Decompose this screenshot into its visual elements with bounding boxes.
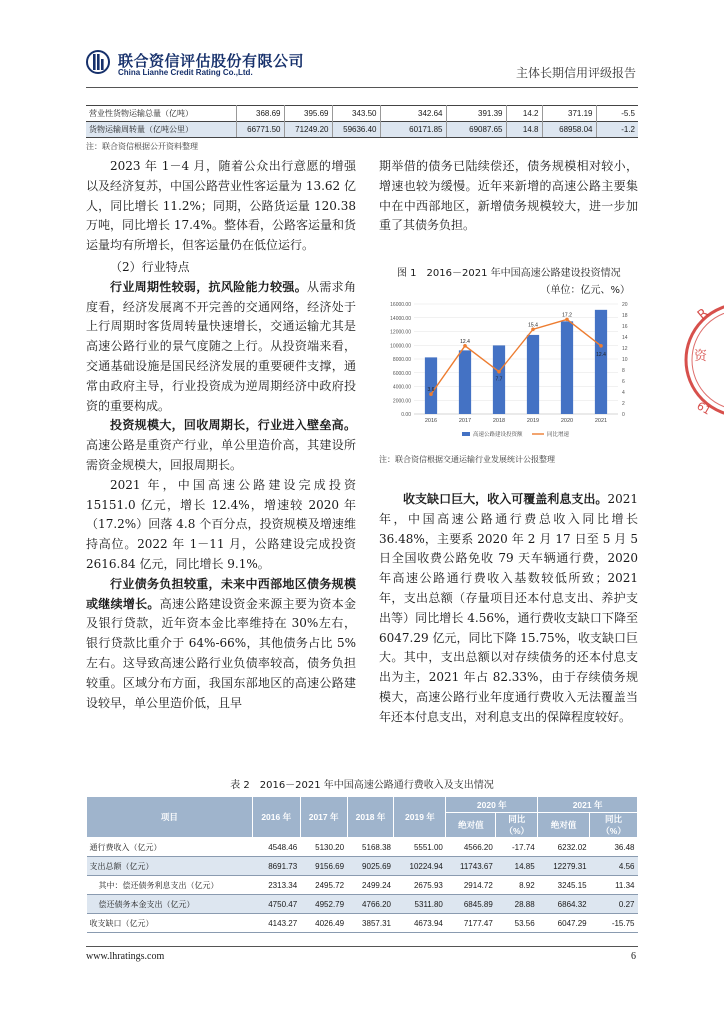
table-cell: -1.2 <box>596 122 638 138</box>
data-label: 17.2 <box>562 312 572 319</box>
table-cell: 2499.24 <box>347 876 394 895</box>
row-label: 偿还债务本金支出（亿元） <box>87 895 253 914</box>
table-cell: -17.74 <box>496 838 538 857</box>
row-label: 营业性货物运输总量（亿吨） <box>86 106 236 122</box>
figure-caption: 图 1 2016－2021 年中国高速公路建设投资情况 <box>397 268 621 279</box>
legend-bar-swatch <box>462 432 470 436</box>
table-cell: 343.50 <box>332 106 380 122</box>
table-cell: 68958.04 <box>542 122 596 138</box>
investment-chart <box>374 296 640 446</box>
table-cell: 2313.34 <box>252 876 300 895</box>
table-header-year: 2017 年 <box>300 797 347 838</box>
table-cell: 6864.32 <box>538 895 590 914</box>
y-left-tick-label: 12000.00 <box>390 329 411 336</box>
figure-note: 注：联合资信根据交通运输行业发展统计公报整理 <box>379 455 555 464</box>
table-cell: 14.8 <box>506 122 542 138</box>
x-tick-label: 2021 <box>594 418 608 424</box>
table-cell: 4548.46 <box>252 838 300 857</box>
page-number: 6 <box>631 951 636 962</box>
right-column-top <box>379 157 638 236</box>
x-tick-label: 2018 <box>492 418 506 424</box>
table-cell: 8691.73 <box>252 857 300 876</box>
growth-line <box>431 319 601 394</box>
table-cell: -5.5 <box>596 106 638 122</box>
footer-url: www.lhratings.com <box>86 951 165 962</box>
company-logo-icon <box>86 50 114 74</box>
data-label: 7.7 <box>495 376 503 383</box>
bold-lead: 行业债务负担较重，未来中西部地区债务规模或继续增长。 <box>86 576 356 611</box>
table-row <box>87 857 638 876</box>
row-label: 其中：偿还债务利息支出（亿元） <box>87 876 253 895</box>
table-row <box>87 876 638 895</box>
y-left-tick-label: 6000.00 <box>392 370 411 377</box>
table-cell: 5551.00 <box>394 838 446 857</box>
table-cell: 7177.47 <box>446 914 496 933</box>
y-right-tick-label: 18 <box>622 313 628 319</box>
paragraph: 行业债务负担较重，未来中西部地区债务规模或继续增长。高速公路建设资金来源主要为资本金及银行贷款，近年资本金比率维持在 30%左右，银行贷款比重介于 64%-66%，其他债务占比 5%左右。这导致高速公路行业负债率较高，债务负担较重。区域分布方面，我国东部地区的高速公路建设较早，单公里造价低，且早 <box>86 576 356 710</box>
table-cell: 59636.40 <box>332 122 380 138</box>
header-divider <box>86 87 638 88</box>
paragraph: 期举借的债务已陆续偿还，债务规模相对较小，增速也较为缓慢。近年来新增的高速公路主要集中在中西部地区，新增债务规模较大，进一步加重了其债务负担。 <box>379 159 638 233</box>
y-right-tick-label: 0 <box>622 412 625 418</box>
table-header-year: 2021 年 <box>538 797 638 813</box>
table2-caption: 表 2 2016－2021 年中国高速公路通行费收入及支出情况 <box>230 780 494 791</box>
y-left-tick-label: 2000.00 <box>392 398 411 405</box>
table-cell: 342.64 <box>380 106 446 122</box>
row-label: 通行费收入（亿元） <box>87 838 253 857</box>
table-cell: 12279.31 <box>538 857 590 876</box>
y-right-tick-label: 8 <box>622 368 625 374</box>
table-cell: 3245.15 <box>538 876 590 895</box>
table-cell: 14.85 <box>496 857 538 876</box>
table-cell: 14.2 <box>506 106 542 122</box>
y-right-tick-label: 10 <box>622 357 628 363</box>
y-left-tick-label: 14000.00 <box>390 315 411 322</box>
table-cell: 28.88 <box>496 895 538 914</box>
top-table-note: 注：联合资信根据公开资料整理 <box>86 142 198 151</box>
table-cell: 60171.85 <box>380 122 446 138</box>
table-cell: 5311.80 <box>394 895 446 914</box>
y-left-tick-label: 8000.00 <box>392 357 411 363</box>
table-cell: 6047.29 <box>538 914 590 933</box>
right-column-bottom <box>379 490 638 728</box>
y-right-tick-label: 12 <box>622 346 628 352</box>
table-header-year: 2016 年 <box>252 797 300 838</box>
table-cell: 3857.31 <box>347 914 394 933</box>
growth-point-2018 <box>497 370 501 374</box>
table-cell: 2495.72 <box>300 876 347 895</box>
table-cell: 10224.94 <box>394 857 446 876</box>
data-label: 12.4 <box>596 351 606 358</box>
table-header-year: 2018 年 <box>347 797 394 838</box>
table-row <box>86 106 638 122</box>
paragraph: 2023 年 1－4 月，随着公众出行意愿的增强以及经济复苏，中国公路营业性客运量为 13.62 亿人，同比增长 11.2%；同期，公路货运量 120.38 万吨，同比增长 17.4%。整体看，公路客运量和货运量均有所增长，但客运量仍在低位运行。 <box>86 159 356 253</box>
report-title: 主体长期信用评级报告 <box>515 66 636 80</box>
company-name-cn: 联合资信评估股份有限公司 <box>118 52 305 70</box>
table-header-year: 2020 年 <box>446 797 538 813</box>
footer-divider <box>86 946 638 947</box>
table-row <box>87 838 638 857</box>
table-cell: 6845.89 <box>446 895 496 914</box>
table-cell: 2675.93 <box>394 876 446 895</box>
bar-2017 <box>459 350 471 414</box>
y-right-tick-label: 14 <box>622 335 628 341</box>
y-right-tick-label: 2 <box>622 401 625 407</box>
table-header-item: 项目 <box>87 797 253 838</box>
table-cell: 53.56 <box>496 914 538 933</box>
table-row <box>86 122 638 138</box>
table-cell: 395.69 <box>284 106 332 122</box>
bar-2019 <box>527 335 539 414</box>
table-cell: 2914.72 <box>446 876 496 895</box>
paragraph: 投资规模大，回收周期长，行业进入壁垒高。高速公路是重资产行业，单公里造价高，其建设所需资金规模大，回报周期长。 <box>86 418 356 472</box>
table-cell: 36.48 <box>590 838 638 857</box>
table2 <box>86 796 638 933</box>
y-left-tick-label: 16000.00 <box>390 302 411 308</box>
paragraph: 2021 年，中国高速公路建设完成投资 15151.0 亿元，增长 12.4%，增速较 2020 年（17.2%）回落 4.8 个百分点，投资规模及增速维持高位。2022 年 1－11 月，公路建设完成投资 2616.84 亿元，同比增长 9.1%。 <box>86 477 356 571</box>
y-right-tick-label: 16 <box>622 324 628 330</box>
table-cell: 4026.49 <box>300 914 347 933</box>
table-cell: 4952.79 <box>300 895 347 914</box>
table-cell: 391.39 <box>446 106 506 122</box>
table-cell: 371.19 <box>542 106 596 122</box>
data-label: 3.6 <box>427 387 435 394</box>
svg-text:R: R <box>694 305 712 324</box>
y-left-tick-label: 0.00 <box>401 412 411 418</box>
x-tick-label: 2016 <box>424 418 438 424</box>
row-label: 收支缺口（亿元） <box>87 914 253 933</box>
growth-point-2021 <box>599 344 603 348</box>
data-label: 15.4 <box>528 322 538 329</box>
bold-lead: 投资规模大，回收周期长，行业进入壁垒高。 <box>110 418 356 433</box>
x-tick-label: 2019 <box>526 418 540 424</box>
bar-2021 <box>595 310 607 414</box>
x-tick-label: 2020 <box>560 418 574 424</box>
table-cell: 4673.94 <box>394 914 446 933</box>
table-cell: 66771.50 <box>236 122 284 138</box>
bold-lead: 行业周期性较弱，抗风险能力较强。 <box>110 279 308 294</box>
bar-2020 <box>561 321 573 414</box>
y-right-tick-label: 4 <box>622 390 625 396</box>
top-table <box>86 105 638 138</box>
table-cell: 4.56 <box>590 857 638 876</box>
x-tick-label: 2017 <box>458 418 472 424</box>
legend-label: 高速公路建设投资额 <box>473 432 523 438</box>
data-label: 12.4 <box>460 338 470 345</box>
table-cell: 4766.20 <box>347 895 394 914</box>
table-row <box>87 895 638 914</box>
bar-2016 <box>425 357 437 414</box>
paragraph: 行业周期性较弱，抗风险能力较强。从需求角度看，经济发展离不开完善的交通网络，经济处于上行周期时客货周转量快速增长，交通运输尤其是高速公路行业的景气度随之上行。从投资端来看，交通基础设施是国民经济发展的重要硬件支撑，通常由政府主导，行业投资成为逆周期经济中政府投资的重要构成。 <box>86 279 356 413</box>
table-cell: 69087.65 <box>446 122 506 138</box>
legend-label: 同比增速 <box>547 432 570 438</box>
table-cell: 5130.20 <box>300 838 347 857</box>
table-header-abs: 绝对值 <box>446 813 496 838</box>
left-column <box>86 157 356 713</box>
svg-text:资: 资 <box>694 349 708 364</box>
table-cell: 11.34 <box>590 876 638 895</box>
y-right-tick-label: 6 <box>622 379 625 385</box>
table-header-yoy: 同比 （%） <box>590 813 638 838</box>
table-cell: 9025.69 <box>347 857 394 876</box>
row-label: 支出总额（亿元） <box>87 857 253 876</box>
table-header-year: 2019 年 <box>394 797 446 838</box>
table-header-yoy: 同比 （%） <box>496 813 538 838</box>
y-right-tick-label: 20 <box>622 302 628 308</box>
seal-stamp-icon <box>684 280 724 440</box>
company-name-en: China Lianhe Credit Rating Co.,Ltd. <box>118 68 253 77</box>
table-row <box>87 914 638 933</box>
row-label: 货物运输周转量（亿吨公里） <box>86 122 236 138</box>
y-left-tick-label: 4000.00 <box>392 384 411 391</box>
table-cell: 368.69 <box>236 106 284 122</box>
figure-unit: （单位：亿元、%） <box>540 285 630 296</box>
table-cell: 4750.47 <box>252 895 300 914</box>
table-cell: 11743.67 <box>446 857 496 876</box>
table-cell: -15.75 <box>590 914 638 933</box>
table-cell: 71249.20 <box>284 122 332 138</box>
table-cell: 6232.02 <box>538 838 590 857</box>
table-cell: 4566.20 <box>446 838 496 857</box>
table-cell: 0.27 <box>590 895 638 914</box>
y-left-tick-label: 10000.00 <box>390 343 411 350</box>
table-cell: 5168.38 <box>347 838 394 857</box>
table-cell: 4143.27 <box>252 914 300 933</box>
table-cell: 9156.69 <box>300 857 347 876</box>
bold-lead: 收支缺口巨大，收入可覆盖利息支出。 <box>403 492 608 506</box>
table-cell: 8.92 <box>496 876 538 895</box>
section-heading: （2）行业特点 <box>110 259 190 274</box>
svg-text:61: 61 <box>694 399 714 418</box>
paragraph: 收支缺口巨大，收入可覆盖利息支出。2021 年，中国高速公路通行费总收入同比增长 36.48%，主要系 2020 年 2 月 17 日至 5 月 5 日全国收费公路免收 79 天车辆通行费，2020 年高速公路通行费收入基数较低所致；2021 年，支出总额（存量项目还本付息支出、养护支出等）同比增长 4.56%，通行费收支缺口下降至 6047.29 亿元，同比下降 15.75%，收支缺口巨大。其中，支出总额以对存续债务的还本付息支出为主，2021 年占 82.33%，由于存续债务规模大，高速公路行业年度通行费收入无法覆盖当年还本付息支出，对利息支出的保障程度较好。 <box>379 492 639 724</box>
table-header-abs: 绝对值 <box>538 813 590 838</box>
